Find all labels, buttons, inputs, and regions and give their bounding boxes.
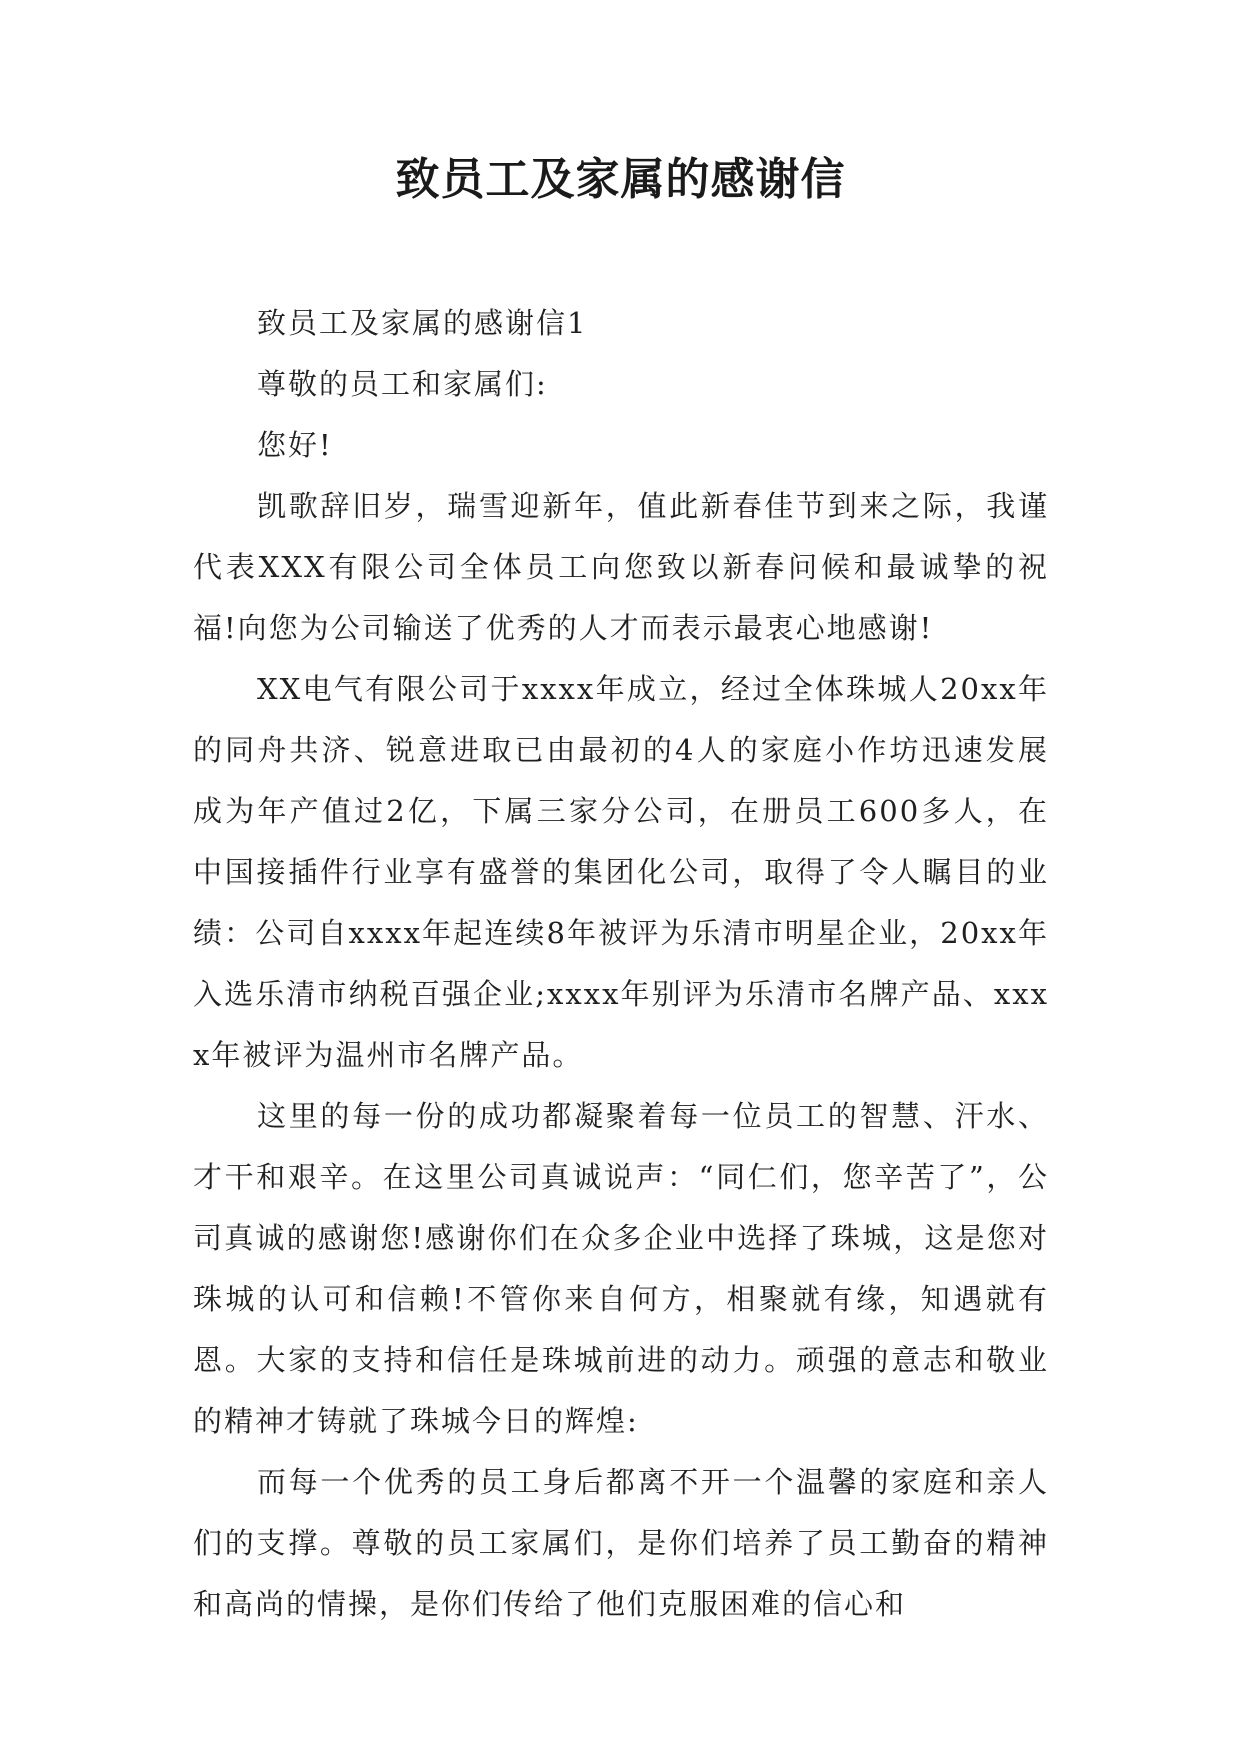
document-body <box>193 293 1049 1635</box>
letter-subtitle: 致员工及家属的感谢信1 <box>257 306 588 340</box>
greeting: 您好! <box>257 428 333 462</box>
body-paragraph-thanks-employees: 这里的每一份的成功都凝聚着每一位员工的智慧、汗水、才干和艰辛。在这里公司真诚说声：“同仁们，您辛苦了”，公司真诚的感谢您!感谢你们在众多企业中选择了珠城，这是您对珠城的认可和信赖!不管你来自何方，相聚就有缘，知遇就有恩。大家的支持和信任是珠城前进的动力。顽强的意志和敬业的精神才铸就了珠城今日的辉煌: <box>193 1099 1049 1438</box>
body-paragraph-thanks-families: 而每一个优秀的员工身后都离不开一个温馨的家庭和亲人们的支撑。尊敬的员工家属们，是你们培养了员工勤奋的精神和高尚的情操，是你们传给了他们克服困难的信心和 <box>193 1465 1049 1621</box>
document-title: 致员工及家属的感谢信 <box>395 154 846 205</box>
body-paragraph-company-history: XX电气有限公司于xxxx年成立，经过全体珠城人20xx年的同舟共济、锐意进取已由最初的4人的家庭小作坊迅速发展成为年产值过2亿，下属三家分公司，在册员工600多人，在中国接插件行业享有盛誉的集团化公司，取得了令人瞩目的业绩：公司自xxxx年起连续8年被评为乐清市明星企业，20xx年入选乐清市纳税百强企业;xxxx年别评为乐清市名牌产品、xxxx年被评为温州市名牌产品。 <box>193 672 1049 1072</box>
salutation: 尊敬的员工和家属们: <box>257 367 548 401</box>
body-paragraph-new-year: 凯歌辞旧岁，瑞雪迎新年，值此新春佳节到来之际，我谨代表XXX有限公司全体员工向您致以新春问候和最诚挚的祝福!向您为公司输送了优秀的人才而表示最衷心地感谢! <box>193 489 1049 645</box>
